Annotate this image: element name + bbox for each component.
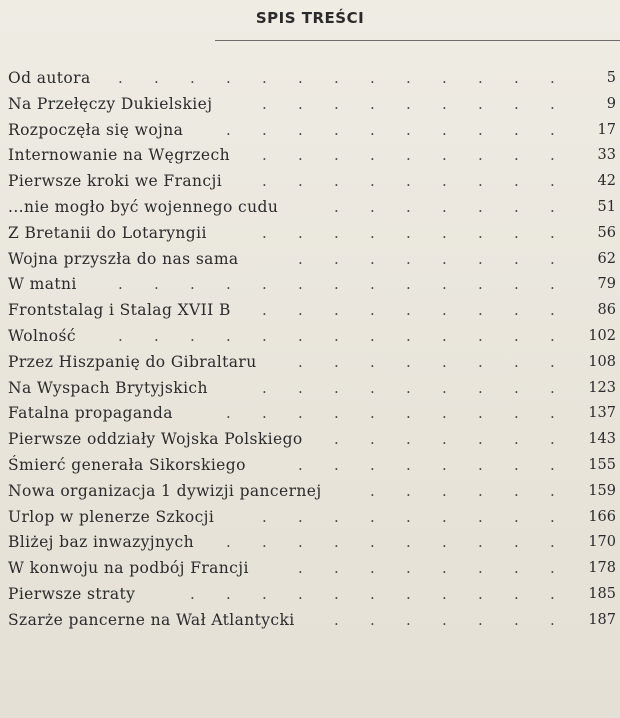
- toc-entry-page: 123: [588, 379, 616, 396]
- toc-entry-page: 51: [597, 198, 616, 215]
- toc-entry-page: 102: [588, 327, 616, 344]
- toc-entry-title: Od autora: [8, 69, 91, 87]
- toc-entry-page: 17: [597, 121, 616, 138]
- toc-entry-title: ...nie mogło być wojennego cudu: [8, 197, 279, 216]
- toc-entry: Na Przełęczy Dukielskiej . . . . . . . . . 9: [0, 92, 620, 118]
- toc-entry: Pierwsze oddziały Wojska Polskiego . . . . . . . 143: [0, 427, 620, 453]
- toc-entry-title: Urlop w plenerze Szkocji: [8, 507, 215, 526]
- toc-entry: Z Bretanii do Lotaryngii . . . . . . . . . 56: [0, 221, 620, 247]
- table-of-contents: [0, 66, 620, 634]
- toc-entry-title: Pierwsze oddziały Wojska Polskiego: [8, 430, 303, 449]
- toc-entry-title: Szarże pancerne na Wał Atlantycki: [8, 610, 295, 629]
- toc-entry-title: Pierwsze straty: [8, 584, 136, 603]
- toc-entry-title: Fatalna propaganda: [8, 404, 173, 423]
- toc-entry-title: Frontstalag i Stalag XVII B: [8, 301, 231, 320]
- toc-entry-title: Internowanie na Węgrzech: [8, 146, 230, 165]
- toc-entry-page: 9: [606, 95, 616, 112]
- toc-entry-page: 79: [597, 276, 616, 293]
- toc-entry-title: Wolność: [8, 326, 76, 345]
- toc-entry-page: 170: [588, 534, 616, 551]
- toc-entry: Frontstalag i Stalag XVII B . . . . . . . . . 86: [0, 298, 620, 324]
- toc-entry: Nowa organizacja 1 dywizji pancernej . . . . . . 159: [0, 479, 620, 505]
- toc-entry: Od autora . . . . . . . . . . . . . 5: [0, 66, 620, 92]
- toc-entry-title: Na Wyspach Brytyjskich: [8, 378, 208, 397]
- toc-entry-page: 33: [597, 147, 616, 164]
- toc-entry-page: 86: [597, 302, 616, 319]
- toc-entry-page: 62: [597, 250, 616, 267]
- toc-entry-page: 143: [588, 431, 616, 448]
- toc-entry-page: 159: [588, 482, 616, 499]
- toc-entry-page: 56: [597, 224, 616, 241]
- toc-entry: Wolność . . . . . . . . . . . . . 102: [0, 324, 620, 350]
- toc-entry-title: Na Przełęczy Dukielskiej: [8, 94, 213, 113]
- toc-entry-page: 5: [606, 70, 616, 86]
- toc-entry-title: W konwoju na podbój Francji: [8, 559, 249, 578]
- toc-entry: W matni . . . . . . . . . . . . . 79: [0, 272, 620, 298]
- toc-entry-page: 137: [588, 405, 616, 422]
- toc-entry: Bliżej baz inwazyjnych . . . . . . . . . . 170: [0, 530, 620, 556]
- toc-entry-title: Pierwsze kroki we Francji: [8, 172, 223, 191]
- toc-entry: Pierwsze straty . . . . . . . . . . . 185: [0, 582, 620, 608]
- toc-entry-page: 187: [588, 611, 616, 628]
- toc-entry: Szarże pancerne na Wał Atlantycki . . . . . . . 187: [0, 608, 620, 634]
- toc-entry-title: Wojna przyszła do nas sama: [8, 249, 239, 268]
- toc-entry-page: 178: [588, 560, 616, 577]
- toc-entry: ...nie mogło być wojennego cudu . . . . . . . 51: [0, 195, 620, 221]
- toc-entry: W konwoju na podbój Francji . . . . . . . . 178: [0, 556, 620, 582]
- toc-entry: Rozpoczęła się wojna . . . . . . . . . . 17: [0, 118, 620, 144]
- toc-entry-title: Bliżej baz inwazyjnych: [8, 533, 195, 552]
- toc-entry: Wojna przyszła do nas sama . . . . . . . . 62: [0, 247, 620, 273]
- toc-entry-title: Z Bretanii do Lotaryngii: [8, 223, 207, 242]
- toc-entry: Fatalna propaganda . . . . . . . . . . 137: [0, 401, 620, 427]
- toc-entry-page: 108: [588, 353, 616, 370]
- toc-entry: Na Wyspach Brytyjskich . . . . . . . . . 123: [0, 376, 620, 402]
- toc-entry: Śmierć generała Sikorskiego . . . . . . . . 155: [0, 453, 620, 479]
- toc-entry-title: Rozpoczęła się wojna: [8, 120, 184, 139]
- heading-rule: [215, 40, 620, 41]
- toc-entry-title: Nowa organizacja 1 dywizji pancernej: [8, 481, 322, 500]
- toc-entry-title: Przez Hiszpanię do Gibraltaru: [8, 352, 257, 371]
- page-heading: SPIS TREŚCI: [255, 9, 365, 27]
- toc-entry-page: 166: [588, 508, 616, 525]
- toc-entry: Urlop w plenerze Szkocji . . . . . . . . . 166: [0, 505, 620, 531]
- toc-entry-page: 155: [588, 456, 616, 473]
- toc-entry: Pierwsze kroki we Francji . . . . . . . . . 42: [0, 169, 620, 195]
- toc-entry-title: Śmierć generała Sikorskiego: [8, 455, 246, 474]
- toc-entry-page: 185: [588, 585, 616, 602]
- toc-entry-title: W matni: [8, 275, 77, 294]
- toc-entry: Internowanie na Węgrzech . . . . . . . . . 33: [0, 143, 620, 169]
- toc-entry-page: 42: [597, 173, 616, 190]
- toc-entry: Przez Hiszpanię do Gibraltaru . . . . . . . . 108: [0, 350, 620, 376]
